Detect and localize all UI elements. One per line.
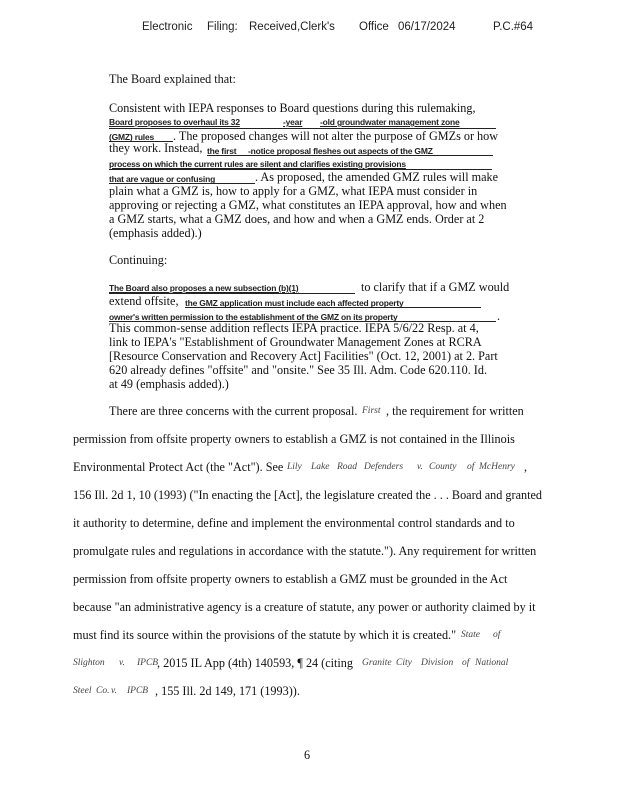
para-line10a: , 2015 IL App (4th) 140593, ¶ 24 (citing — [157, 656, 353, 670]
quote1-line10: (emphasis added).) — [109, 226, 202, 240]
quote1-line1: Consistent with IEPA responses to Board questions during this rulemaking, — [109, 101, 476, 115]
para-line3-it6: County — [429, 462, 457, 472]
quote2-line5: link to IEPA's "Establishment of Groundwater Management Zones at RCRA — [109, 335, 482, 349]
para-line4: 156 Ill. 2d 1, 10 (1993) ("In enacting the [Act], the legislature created the . . . Board and granted — [73, 488, 542, 502]
quote1-underline5: process on which the current rules are silent and clarifies existing provisions — [109, 159, 406, 169]
para-line10-it8: National — [475, 658, 509, 668]
quote1-underline2: (GMZ) rules — [109, 132, 155, 142]
quote1-line6: . As proposed, the amended GMZ rules will make — [255, 170, 499, 184]
para-line9-it1: State — [461, 630, 480, 640]
quote1-underline1: Board proposes to overhaul its 32 — [109, 117, 240, 127]
para-line5: it authority to determine, define and implement the environmental control standards and to — [73, 516, 515, 530]
quote2-line2: extend offsite, — [109, 294, 179, 308]
quote2-line4: This common-sense addition reflects IEPA practice. IEPA 5/6/22 Resp. at 4, — [109, 321, 479, 335]
quote1-line8: approving or rejecting a GMZ, what constitutes an IEPA approval, how and when — [109, 198, 507, 212]
para-line11-it1: Steel — [73, 686, 92, 696]
quote1-rule4 — [207, 155, 493, 156]
quote2-underline3: owner's written permission to the establishment of the GMZ on its property — [109, 312, 398, 322]
header-date: 06/17/2024 — [398, 21, 456, 33]
quote2-line1: to clarify that if a GMZ would — [361, 280, 510, 294]
para-line3-it8: McHenry — [479, 462, 515, 472]
quote2-underline2: the GMZ application must include each affected property — [185, 298, 404, 308]
para-line10-it2: v. — [119, 658, 125, 668]
para-line10-it1: Slighton — [73, 658, 105, 668]
quote1-underline4: the first — [207, 146, 237, 156]
para-line10-it4: Granite — [362, 658, 392, 668]
para-line1b: , the requirement for written — [386, 404, 524, 418]
para-line8: because "an administrative agency is a creature of statute, any power or authority claimed by it — [73, 600, 536, 614]
para-line1-first: First — [362, 406, 381, 416]
quote1-line9: a GMZ starts, what a GMZ does, and how and when a GMZ ends. Order at 2 — [109, 212, 485, 226]
para-line11-it4: IPCB — [127, 686, 149, 696]
page-number: 6 — [304, 748, 311, 762]
para-line3-it2: Lake — [311, 462, 330, 472]
quote1-underline1b: -year — [283, 117, 303, 127]
quote1-line7: plain what a GMZ is, how to apply for a GMZ, what IEPA must consider in — [109, 184, 478, 198]
quote1-underline1c: -old groundwater management zone — [320, 117, 460, 127]
para-line11-it2: Co. — [96, 686, 110, 696]
continuing-label: Continuing: — [109, 253, 168, 267]
para-line3a: Environmental Protect Act (the "Act"). See — [73, 460, 284, 474]
para-line9a: must find its source within the provisions of the statute by which it is created." — [73, 628, 457, 642]
para-line11-it3: v. — [111, 686, 117, 696]
quote1-underline4b: -notice proposal fleshes out aspects of the GMZ — [248, 146, 433, 156]
header-received: Received,Clerk's — [249, 21, 335, 33]
intro-board-explained: The Board explained that: — [109, 72, 236, 86]
para-line3-it1: Lily — [287, 462, 302, 472]
quote1-line4: they work. Instead, — [109, 141, 203, 155]
quote1-underline6: that are vague or confusing — [109, 174, 216, 184]
quote2-rule2 — [185, 307, 481, 308]
para-line11a: , 155 Ill. 2d 149, 171 (1993)). — [155, 684, 300, 698]
para-line1a: There are three concerns with the current proposal. — [109, 404, 358, 418]
quote1-line3: . The proposed changes will not alter the purpose of GMZs or how — [173, 129, 499, 143]
para-line3b: , — [524, 460, 528, 474]
para-line3-it4: Defenders — [364, 462, 404, 472]
quote2-underline1: The Board also proposes a new subsection (b)(1) — [109, 283, 299, 293]
para-line10-it6: Division — [421, 658, 454, 668]
header-electronic: Electronic — [142, 21, 193, 33]
para-line10-it3: IPCB — [137, 658, 159, 668]
para-line3-it5: v. — [417, 462, 423, 472]
header-filing: Filing: — [207, 21, 238, 33]
quote2-line6: [Resource Conservation and Recovery Act] Facilities" (Oct. 12, 2001) at 2. Part — [109, 349, 498, 363]
para-line2: permission from offsite property owners to establish a GMZ is not contained in the Illinois — [73, 432, 515, 446]
para-line10-it5: City — [396, 658, 412, 668]
para-line6: promulgate rules and regulations in accordance with the statute."). Any requirement for written — [73, 544, 537, 558]
quote2-line8: at 49 (emphasis added).) — [109, 377, 229, 391]
quote2-line3: . — [497, 309, 501, 323]
header-pc-number: P.C.#64 — [493, 21, 534, 33]
para-line9-it2: of — [493, 630, 501, 640]
quote2-line7: 620 already defines "offsite" and "onsite." See 35 Ill. Adm. Code 620.110. Id. — [109, 363, 488, 377]
para-line10-it7: of — [462, 658, 470, 668]
para-line3-it3: Road — [337, 462, 358, 472]
header-office: Office — [359, 21, 389, 33]
para-line3-it7: of — [467, 462, 475, 472]
para-line7: permission from offsite property owners to establish a GMZ must be grounded in the Act — [73, 572, 508, 586]
